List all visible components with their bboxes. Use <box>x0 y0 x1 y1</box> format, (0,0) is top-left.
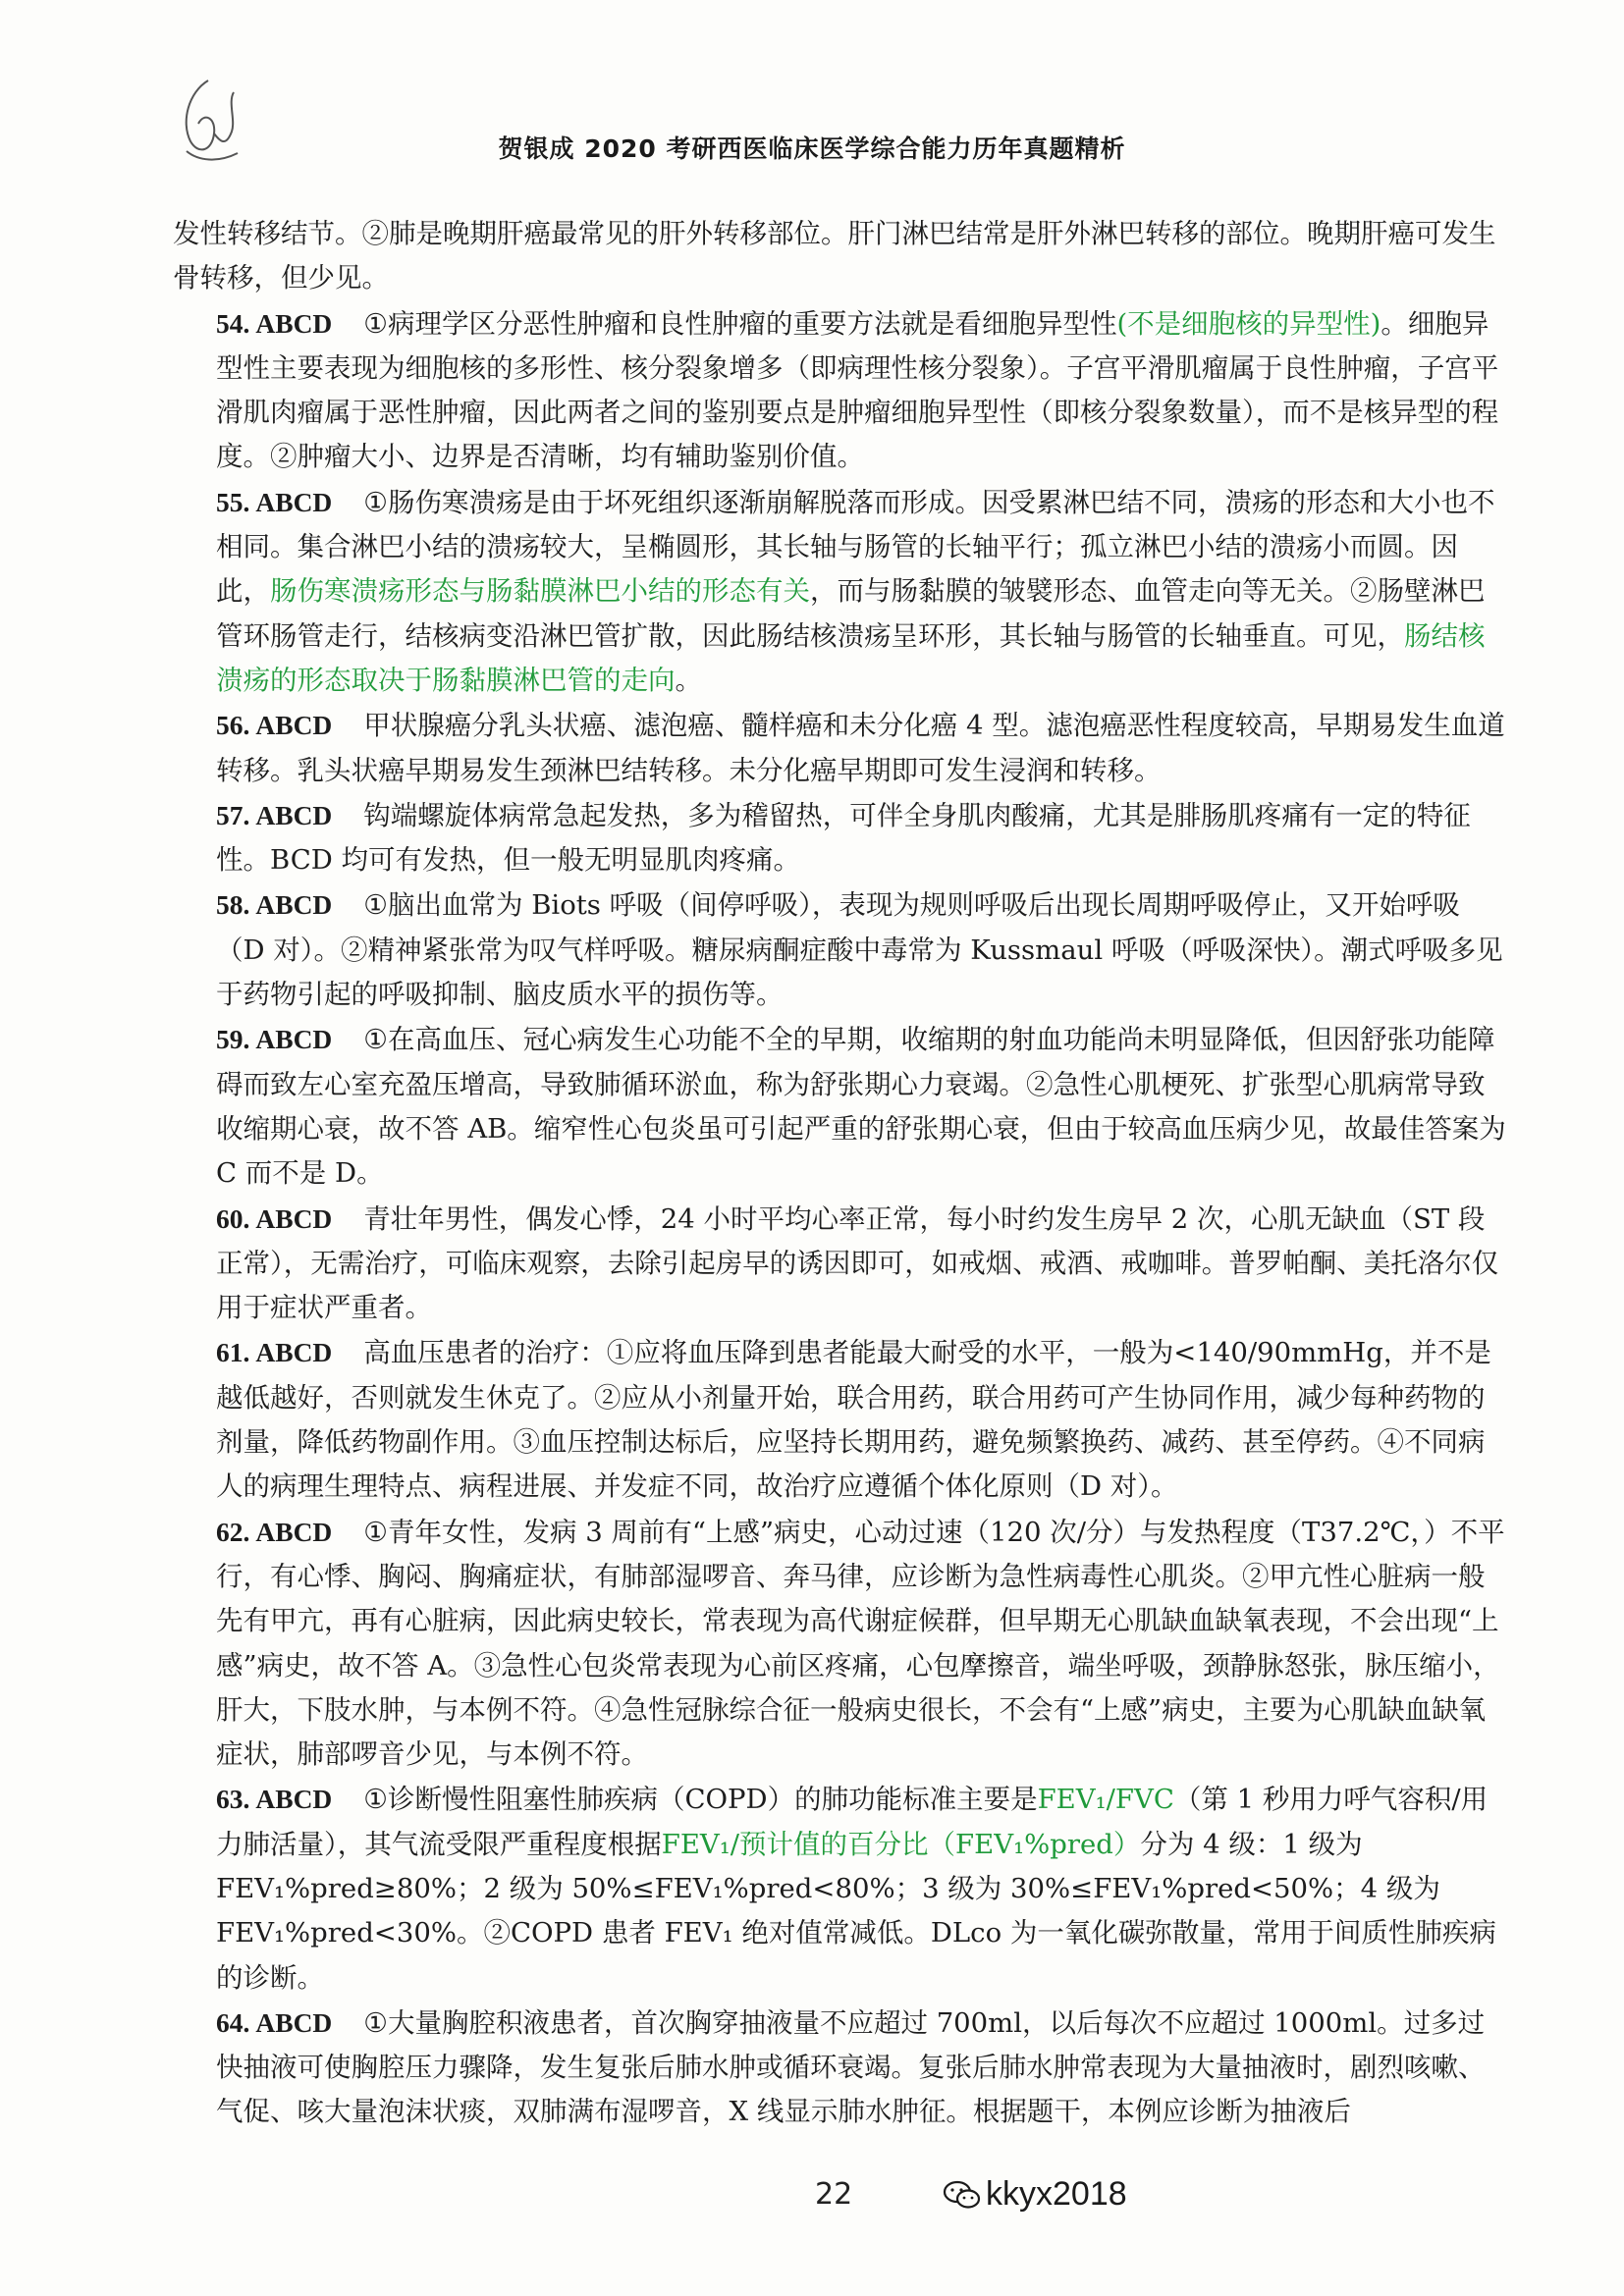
footer-brand <box>943 2175 1127 2214</box>
question-55: 55. ABCD ①肠伤寒溃疡是由于坏死组织逐渐崩解脱落而形成。因受累淋巴结不同，溃疡的形态和大小也不相同。集合淋巴小结的溃疡较大，呈椭圆形，其长轴与肠管的长轴平行；孤立淋巴小结的溃疡小而圆。因此，肠伤寒溃疡形态与肠黏膜淋巴小结的形态有关，而与肠黏膜的皱襞形态、血管走向等无关。②肠壁淋巴管环肠管走行，结核病变沿淋巴管扩散，因此肠结核溃疡呈环形，其长轴与肠管的长轴垂直。可见，肠结核溃疡的形态取决于肠黏膜淋巴管的走向。 <box>216 486 1495 696</box>
question-60: 60. ABCD 青壮年男性，偶发心悸，24 小时平均心率正常，每小时约发生房早 2 次，心肌无缺血（ST 段正常），无需治疗，可临床观察，去除引起房早的诱因即可，如戒烟、戒酒、戒咖啡。普罗帕酮、美托洛尔仅用于症状严重者。 <box>216 1202 1499 1324</box>
highlight-text: 肠伤寒溃疡形态与肠黏膜淋巴小结的形态有关 <box>270 575 810 608</box>
answer-key: ABCD <box>255 710 333 741</box>
answer-key: ABCD <box>255 307 333 339</box>
answer-key: ABCD <box>255 2006 333 2038</box>
question-58: 58. ABCD ①脑出血常为 Biots 呼吸（间停呼吸），表现为规则呼吸后出现长周期呼吸停止，又开始呼吸（D 对）。②精神紧张常为叹气样呼吸。糖尿病酮症酸中毒常为 Kussmaul 呼吸（呼吸深快）。潮式呼吸多见于药物引起的呼吸抑制、脑皮质水平的损伤等。 <box>216 889 1503 1011</box>
wechat-icon <box>943 2179 982 2211</box>
answer-body <box>173 212 1506 2135</box>
question-57: 57. ABCD 钩端螺旋体病常急起发热，多为稽留热，可伴全身肌肉酸痛，尤其是腓肠肌疼痛有一定的特征性。BCD 均可有发热，但一般无明显肌肉疼痛。 <box>216 799 1471 877</box>
question-61: 61. ABCD 高血压患者的治疗：①应将血压降到患者能最大耐受的水平，一般为<140/90mmHg，并不是越低越好，否则就发生休克了。②应从小剂量开始，联合用药，联合用药可产生协同作用，减少每种药物的剂量，降低药物副作用。③血压控制达标后，应坚持长期用药，避免频繁换药、减药、甚至停药。④不同病人的病理生理特点、病程进展、并发症不同，故治疗应遵循个体化原则（D 对）。 <box>216 1337 1491 1503</box>
highlight-text: FEV₁/预计值的百分比（FEV₁%pred） <box>661 1828 1141 1860</box>
highlight-text: 肠结核溃疡的形态取决于肠黏膜淋巴管的走向 <box>216 619 1486 696</box>
answer-key: ABCD <box>255 1337 333 1368</box>
question-54: 54. ABCD ①病理学区分恶性肿瘤和良性肿瘤的重要方法就是看细胞异型性(不是细胞核的异型性)。细胞异型性主要表现为细胞核的多形性、核分裂象增多（即病理性核分裂象）。子宫平滑肌瘤属于良性肿瘤，子宫平滑肌肉瘤属于恶性肿瘤，因此两者之间的鉴别要点是肿瘤细胞异型性（即核分裂象数量），而不是核异型的程度。②肿瘤大小、边界是否清晰，均有辅助鉴别价值。 <box>216 307 1499 473</box>
page-number: 22 <box>815 2177 853 2212</box>
answer-key: ABCD <box>255 1024 333 1055</box>
question-62: 62. ABCD ①青年女性，发病 3 周前有“上感”病史，心动过速（120 次/分）与发热程度（T37.2℃，）不平行，有心悸、胸闷、胸痛症状，有肺部湿啰音、奔马律，应诊断为急性病毒性心肌炎。②甲亢性心脏病一般先有甲亢，再有心脏病，因此病史较长，常表现为高代谢症候群，但早期无心肌缺血缺氧表现，不会出现“上感”病史，故不答 A。③急性心包炎常表现为心前区疼痛，心包摩擦音，端坐呼吸，颈静脉怒张，脉压缩小，肝大，下肢水肿，与本例不符。④急性冠脉综合征一般病史很长，不会有“上感”病史，主要为心肌缺血缺氧症状，肺部啰音少见，与本例不符。 <box>216 1516 1505 1771</box>
question-63: 63. ABCD ①诊断慢性阻塞性肺疾病（COPD）的肺功能标准主要是FEV₁/FVC（第 1 秒用力呼气容积/用力肺活量），其气流受限严重程度根据FEV₁/预计值的百分比（FEV₁%pred）分为 4 级：1 级为 FEV₁%pred≥80%；2 级为 50%≤FEV₁%pred<80%；3 级为 30%≤FEV₁%pred<50%；4 级为 FEV₁%pred<30%。②COPD 患者 FEV₁ 绝对值常减低。DLco 为一氧化碳弥散量，常用于间质性肺疾病的诊断。 <box>216 1784 1496 1994</box>
answer-key: ABCD <box>255 1516 333 1547</box>
question-56: 56. ABCD 甲状腺癌分乳头状癌、滤泡癌、髓样癌和未分化癌 4 型。滤泡癌恶性程度较高，早期易发生血道转移。乳头状癌早期易发生颈淋巴结转移。未分化癌早期即可发生浸润和转移。 <box>216 710 1505 786</box>
answer-key: ABCD <box>255 889 333 921</box>
page-header-title: 贺银成 2020 考研西医临床医学综合能力历年真题精析 <box>498 134 1126 163</box>
answer-key: ABCD <box>255 1202 333 1234</box>
question-59: 59. ABCD ①在高血压、冠心病发生心功能不全的早期，收缩期的射血功能尚未明显降低，但因舒张功能障碍而致左心室充盈压增高，导致肺循环淤血，称为舒张期心力衰竭。②急性心肌梗死、扩张型心肌病常导致收缩期心衰，故不答 AB。缩窄性心包炎虽可引起严重的舒张期心衰，但由于较高血压病少见，故最佳答案为 C 而不是 D。 <box>216 1024 1506 1190</box>
answer-key: ABCD <box>255 1784 333 1815</box>
question-64: 64. ABCD ①大量胸腔积液患者，首次胸穿抽液量不应超过 700ml，以后每次不应超过 1000ml。过多过快抽液可使胸腔压力骤降，发生复张后肺水肿或循环衰竭。复张后肺水肿常表现为大量抽液时，剧烈咳嗽、气促、咳大量泡沫状痰，双肺满布湿啰音，X 线显示肺水肿征。根据题干，本例应诊断为抽液后 <box>216 2006 1486 2128</box>
highlight-text: FEV₁/FVC <box>1037 1784 1174 1816</box>
carryover-paragraph: 发性转移结节。②肺是晚期肝癌最常见的肝外转移部位。肝门淋巴结常是肝外淋巴转移的部位。晚期肝癌可发生骨转移，但少见。 <box>173 218 1496 294</box>
answer-key: ABCD <box>255 486 333 517</box>
brand-text: kkyx2018 <box>986 2175 1127 2213</box>
highlight-text: (不是细胞核的异型性) <box>1116 307 1381 340</box>
answer-key: ABCD <box>255 799 333 830</box>
